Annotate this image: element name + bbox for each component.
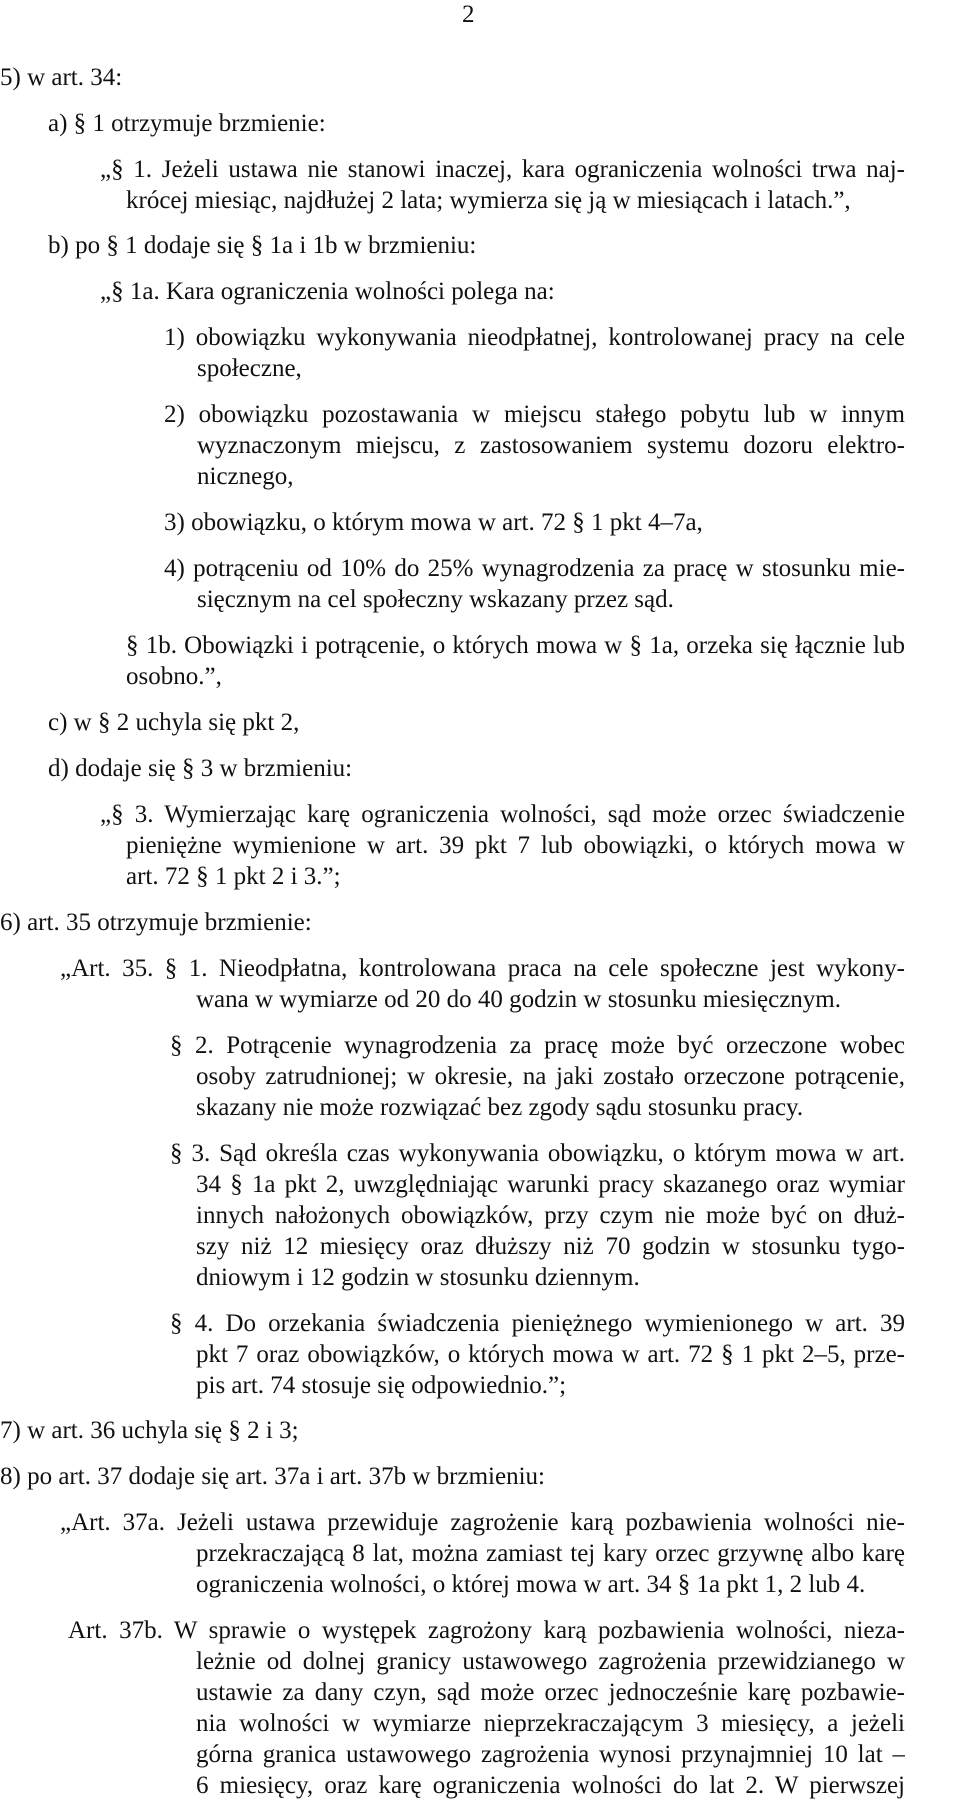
document-line: wana w wymiarze od 20 do 40 godzin w stosunku miesięcznym. <box>196 986 842 1013</box>
document-line: „Art. 37a. Jeżeli ustawa przewiduje zagrożenie karą pozbawienia wolności nie- <box>60 1509 905 1536</box>
document-line: sięcznym na cel społeczny wskazany przez sąd. <box>197 586 674 613</box>
document-line: „Art. 35. § 1. Nieodpłatna, kontrolowana praca na cele społeczne jest wykony- <box>60 955 905 982</box>
document-line: leżnie od dolnej granicy ustawowego zagrożenia przewidzianego w <box>196 1648 905 1675</box>
document-line: b) po § 1 dodaje się § 1a i 1b w brzmieniu: <box>48 232 477 259</box>
document-line: krócej miesiąc, najdłużej 2 lata; wymierza się ją w miesiącach i latach.”, <box>126 187 851 214</box>
document-line: innych nałożonych obowiązków, przy czym nie może być on dłuż- <box>196 1202 905 1229</box>
document-line: osobno.”, <box>126 663 222 690</box>
document-line: pis art. 74 stosuje się odpowiednio.”; <box>196 1372 567 1399</box>
document-line: a) § 1 otrzymuje brzmienie: <box>48 110 326 137</box>
document-line: pkt 7 oraz obowiązków, o których mowa w art. 72 § 1 pkt 2–5, prze- <box>196 1341 905 1368</box>
document-line: nicznego, <box>197 463 294 490</box>
document-line: d) dodaje się § 3 w brzmieniu: <box>48 755 353 782</box>
document-line: § 2. Potrącenie wynagrodzenia za pracę może być orzeczone wobec <box>170 1032 905 1059</box>
document-line: 1) obowiązku wykonywania nieodpłatnej, kontrolowanej pracy na cele <box>164 324 905 351</box>
document-line: osoby zatrudnionej; w okresie, na jaki zostało orzeczone potrącenie, <box>196 1063 905 1090</box>
document-line: 3) obowiązku, o którym mowa w art. 72 § 1 pkt 4–7a, <box>164 509 703 536</box>
document-body <box>0 62 960 1801</box>
document-line: c) w § 2 uchyla się pkt 2, <box>48 709 300 736</box>
document-line: 34 § 1a pkt 2, uwzględniając warunki pracy skazanego oraz wymiar <box>196 1171 905 1198</box>
document-line: „§ 1. Jeżeli ustawa nie stanowi inaczej, kara ograniczenia wolności trwa naj- <box>100 156 905 183</box>
document-line: 5) w art. 34: <box>0 64 123 91</box>
document-line: § 4. Do orzekania świadczenia pieniężnego wymienionego w art. 39 <box>170 1310 905 1337</box>
document-line: 4) potrąceniu od 10% do 25% wynagrodzenia za pracę w stosunku mie- <box>164 555 905 582</box>
document-line: pieniężne wymienione w art. 39 pkt 7 lub obowiązki, o których mowa w <box>126 832 905 859</box>
document-line: społeczne, <box>197 355 302 382</box>
document-line: „§ 1a. Kara ograniczenia wolności polega na: <box>100 278 555 305</box>
document-line: 6) art. 35 otrzymuje brzmienie: <box>0 909 312 936</box>
document-line: „§ 3. Wymierzając karę ograniczenia wolności, sąd może orzec świadczenie <box>100 801 905 828</box>
document-line: szy niż 12 miesięcy oraz dłuższy niż 70 godzin w stosunku tygo- <box>196 1233 905 1260</box>
page-number: 2 <box>462 1 475 28</box>
document-line: 6 miesięcy, oraz karę ograniczenia wolności do lat 2. W pierwszej <box>196 1772 905 1799</box>
document-line: dniowym i 12 godzin w stosunku dziennym. <box>196 1264 640 1291</box>
document-line: ustawie za dany czyn, sąd może orzec jednocześnie karę pozbawie- <box>196 1679 905 1706</box>
document-line: § 1b. Obowiązki i potrącenie, o których mowa w § 1a, orzeka się łącznie lub <box>126 632 905 659</box>
document-line: art. 72 § 1 pkt 2 i 3.”; <box>126 863 341 890</box>
document-line: Art. 37b. W sprawie o występek zagrożony karą pozbawienia wolności, nieza- <box>68 1617 905 1644</box>
document-line: ograniczenia wolności, o której mowa w art. 34 § 1a pkt 1, 2 lub 4. <box>196 1571 866 1598</box>
document-line: górna granica ustawowego zagrożenia wynosi przynajmniej 10 lat – <box>196 1741 905 1768</box>
document-line: § 3. Sąd określa czas wykonywania obowiązku, o którym mowa w art. <box>170 1140 905 1167</box>
document-line: nia wolności w wymiarze nieprzekraczającym 3 miesięcy, a jeżeli <box>196 1710 905 1737</box>
document-line: przekraczającą 8 lat, można zamiast tej kary orzec grzywnę albo karę <box>196 1540 905 1567</box>
document-line: 7) w art. 36 uchyla się § 2 i 3; <box>0 1417 299 1444</box>
document-line: wyznaczonym miejscu, z zastosowaniem systemu dozoru elektro- <box>197 432 905 459</box>
document-line: skazany nie może rozwiązać bez zgody sądu stosunku pracy. <box>196 1094 804 1121</box>
document-line: 2) obowiązku pozostawania w miejscu stałego pobytu lub w innym <box>164 401 905 428</box>
document-line: 8) po art. 37 dodaje się art. 37a i art. 37b w brzmieniu: <box>0 1463 545 1490</box>
